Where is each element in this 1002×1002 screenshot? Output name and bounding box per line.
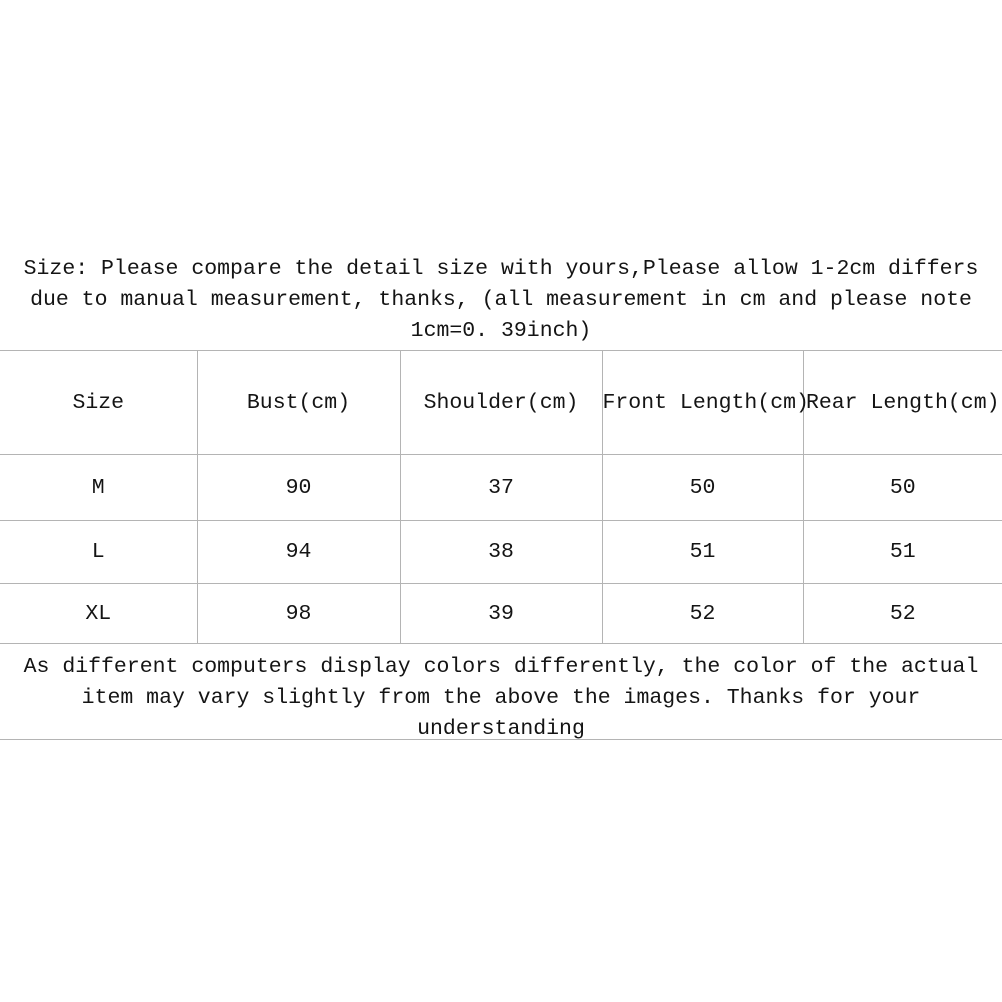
size-measurement-note [0, 254, 1002, 347]
cell-bust-l: 94 [197, 521, 400, 584]
size-table [0, 350, 1002, 644]
cell-rear-length-m: 50 [803, 455, 1002, 521]
column-header-rear-length: Rear Length(cm) [803, 351, 1002, 455]
table-row-m [0, 455, 1002, 521]
cell-shoulder-l: 38 [400, 521, 602, 584]
size-note-line-3: 1cm=0. 39inch) [410, 319, 592, 343]
table-row-xl [0, 584, 1002, 644]
cell-front-length-m: 50 [602, 455, 803, 521]
cell-rear-length-l: 51 [803, 521, 1002, 584]
column-header-shoulder: Shoulder(cm) [400, 351, 602, 455]
cell-size-m: M [0, 455, 197, 521]
disclaimer-line-1: As different computers display colors differently, the color of the actual [23, 655, 979, 679]
cell-bust-xl: 98 [197, 584, 400, 644]
table-row-l [0, 521, 1002, 584]
disclaimer-line-3: understanding [417, 717, 585, 740]
cell-size-l: L [0, 521, 197, 584]
cell-shoulder-xl: 39 [400, 584, 602, 644]
column-header-size: Size [0, 351, 197, 455]
column-header-front-length: Front Length(cm) [602, 351, 803, 455]
column-header-bust: Bust(cm) [197, 351, 400, 455]
cell-shoulder-m: 37 [400, 455, 602, 521]
cell-size-xl: XL [0, 584, 197, 644]
size-note-line-2: due to manual measurement, thanks, (all measurement in cm and please note [30, 288, 972, 312]
color-disclaimer-note [0, 647, 1002, 740]
cell-front-length-l: 51 [602, 521, 803, 584]
cell-rear-length-xl: 52 [803, 584, 1002, 644]
cell-front-length-xl: 52 [602, 584, 803, 644]
disclaimer-line-2: item may vary slightly from the above the images. Thanks for your [81, 686, 921, 710]
cell-bust-m: 90 [197, 455, 400, 521]
size-table-header-row [0, 351, 1002, 455]
size-note-line-1: Size: Please compare the detail size with yours,Please allow 1-2cm differs [23, 257, 979, 281]
